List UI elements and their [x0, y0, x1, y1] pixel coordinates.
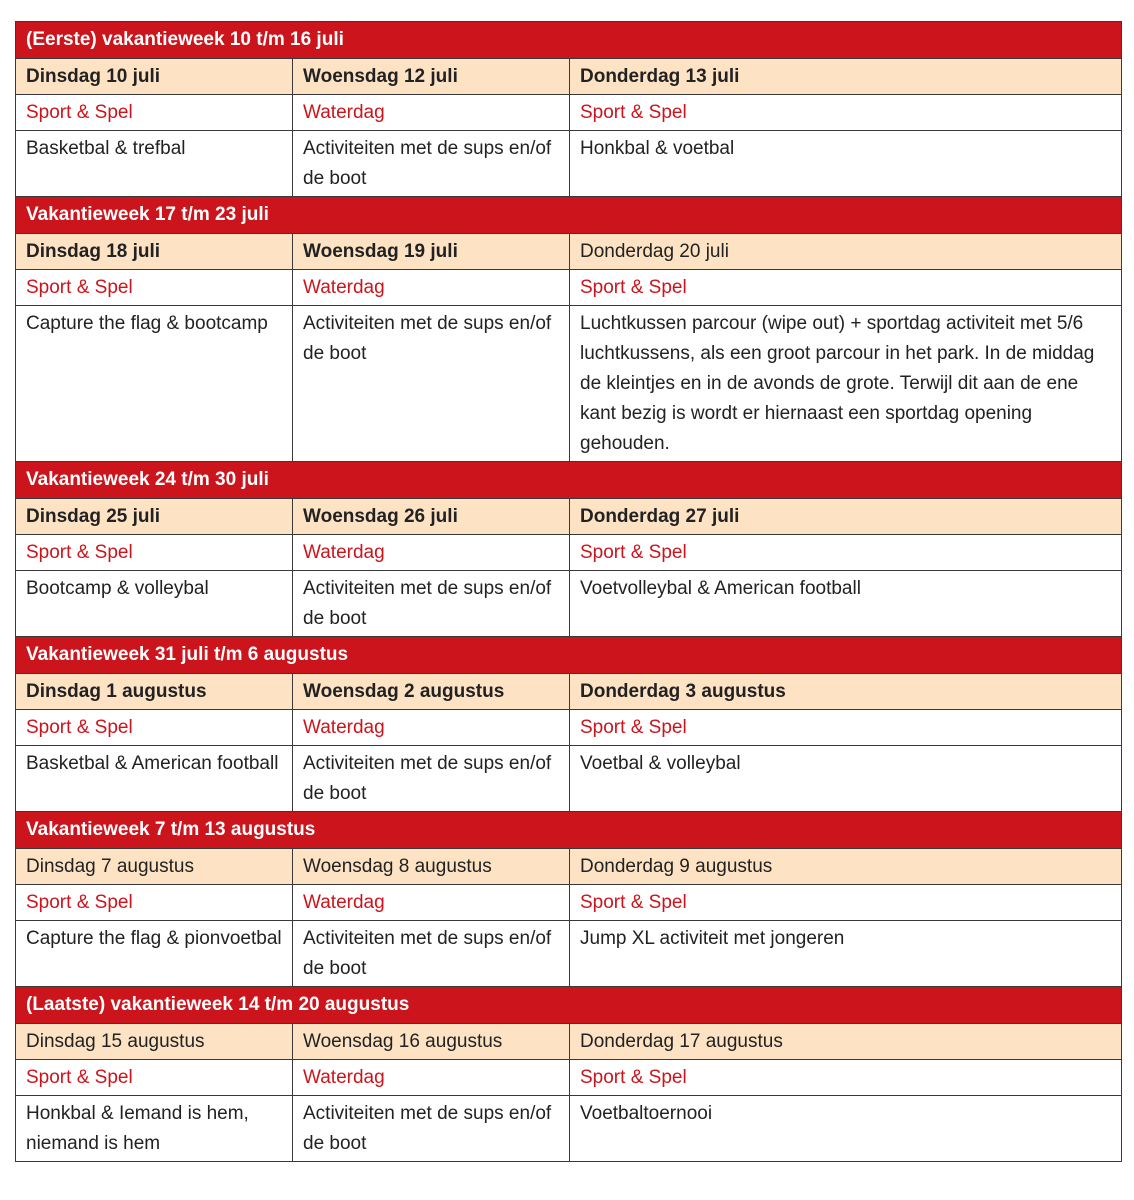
day-wednesday: Woensdag 12 juli: [293, 59, 570, 95]
week-header-row: [16, 462, 1122, 499]
activity-row: [16, 306, 1122, 462]
week-title: (Eerste) vakantieweek 10 t/m 16 juli: [16, 22, 1122, 59]
week-header-row: [16, 197, 1122, 234]
category-wednesday: Waterdag: [293, 1060, 570, 1096]
category-row: [16, 270, 1122, 306]
category-row: [16, 1060, 1122, 1096]
week-title: Vakantieweek 17 t/m 23 juli: [16, 197, 1122, 234]
day-row: [16, 1024, 1122, 1060]
activity-wednesday: Activiteiten met de sups en/of de boot: [293, 571, 570, 637]
day-wednesday: Woensdag 2 augustus: [293, 674, 570, 710]
category-tuesday: Sport & Spel: [16, 270, 293, 306]
day-wednesday: Woensdag 8 augustus: [293, 849, 570, 885]
week-header-row: [16, 987, 1122, 1024]
category-row: [16, 535, 1122, 571]
category-tuesday: Sport & Spel: [16, 885, 293, 921]
vacation-schedule-table: [15, 21, 1122, 1162]
category-tuesday: Sport & Spel: [16, 1060, 293, 1096]
activity-thursday: Jump XL activiteit met jongeren: [570, 921, 1122, 987]
category-wednesday: Waterdag: [293, 535, 570, 571]
day-thursday: Donderdag 17 augustus: [570, 1024, 1122, 1060]
category-tuesday: Sport & Spel: [16, 95, 293, 131]
week-title: Vakantieweek 7 t/m 13 augustus: [16, 812, 1122, 849]
activity-wednesday: Activiteiten met de sups en/of de boot: [293, 746, 570, 812]
activity-thursday: Voetbal & volleybal: [570, 746, 1122, 812]
day-thursday: Donderdag 20 juli: [570, 234, 1122, 270]
day-row: [16, 849, 1122, 885]
category-thursday: Sport & Spel: [570, 535, 1122, 571]
category-wednesday: Waterdag: [293, 270, 570, 306]
day-tuesday: Dinsdag 10 juli: [16, 59, 293, 95]
activity-tuesday: Capture the flag & bootcamp: [16, 306, 293, 462]
day-wednesday: Woensdag 26 juli: [293, 499, 570, 535]
activity-row: [16, 746, 1122, 812]
day-thursday: Donderdag 3 augustus: [570, 674, 1122, 710]
week-header-row: [16, 22, 1122, 59]
day-wednesday: Woensdag 19 juli: [293, 234, 570, 270]
activity-wednesday: Activiteiten met de sups en/of de boot: [293, 306, 570, 462]
category-row: [16, 885, 1122, 921]
activity-row: [16, 1096, 1122, 1162]
category-row: [16, 710, 1122, 746]
category-thursday: Sport & Spel: [570, 885, 1122, 921]
activity-thursday: Luchtkussen parcour (wipe out) + sportdag activiteit met 5/6 luchtkussens, als een groot parcour in het park. In de middag de kleintjes en in de avonds de grote. Terwijl dit aan de ene kant bezig is wordt er hiernaast een sportdag opening gehouden.: [570, 306, 1122, 462]
activity-tuesday: Capture the flag & pionvoetbal: [16, 921, 293, 987]
category-row: [16, 95, 1122, 131]
category-wednesday: Waterdag: [293, 95, 570, 131]
category-thursday: Sport & Spel: [570, 95, 1122, 131]
week-title: Vakantieweek 31 juli t/m 6 augustus: [16, 637, 1122, 674]
day-tuesday: Dinsdag 15 augustus: [16, 1024, 293, 1060]
activity-tuesday: Honkbal & Iemand is hem, niemand is hem: [16, 1096, 293, 1162]
category-thursday: Sport & Spel: [570, 1060, 1122, 1096]
day-row: [16, 499, 1122, 535]
day-row: [16, 234, 1122, 270]
category-tuesday: Sport & Spel: [16, 710, 293, 746]
category-tuesday: Sport & Spel: [16, 535, 293, 571]
day-tuesday: Dinsdag 7 augustus: [16, 849, 293, 885]
activity-row: [16, 921, 1122, 987]
activity-wednesday: Activiteiten met de sups en/of de boot: [293, 1096, 570, 1162]
day-thursday: Donderdag 9 augustus: [570, 849, 1122, 885]
day-row: [16, 674, 1122, 710]
activity-thursday: Honkbal & voetbal: [570, 131, 1122, 197]
activity-thursday: Voetbaltoernooi: [570, 1096, 1122, 1162]
day-thursday: Donderdag 27 juli: [570, 499, 1122, 535]
day-tuesday: Dinsdag 18 juli: [16, 234, 293, 270]
activity-tuesday: Basketbal & trefbal: [16, 131, 293, 197]
category-thursday: Sport & Spel: [570, 710, 1122, 746]
day-tuesday: Dinsdag 25 juli: [16, 499, 293, 535]
activity-tuesday: Basketbal & American football: [16, 746, 293, 812]
week-header-row: [16, 637, 1122, 674]
week-title: Vakantieweek 24 t/m 30 juli: [16, 462, 1122, 499]
activity-wednesday: Activiteiten met de sups en/of de boot: [293, 921, 570, 987]
day-row: [16, 59, 1122, 95]
category-wednesday: Waterdag: [293, 885, 570, 921]
day-tuesday: Dinsdag 1 augustus: [16, 674, 293, 710]
week-header-row: [16, 812, 1122, 849]
activity-wednesday: Activiteiten met de sups en/of de boot: [293, 131, 570, 197]
week-title: (Laatste) vakantieweek 14 t/m 20 augustus: [16, 987, 1122, 1024]
category-thursday: Sport & Spel: [570, 270, 1122, 306]
category-wednesday: Waterdag: [293, 710, 570, 746]
day-thursday: Donderdag 13 juli: [570, 59, 1122, 95]
activity-row: [16, 571, 1122, 637]
day-wednesday: Woensdag 16 augustus: [293, 1024, 570, 1060]
activity-thursday: Voetvolleybal & American football: [570, 571, 1122, 637]
activity-row: [16, 131, 1122, 197]
activity-tuesday: Bootcamp & volleybal: [16, 571, 293, 637]
